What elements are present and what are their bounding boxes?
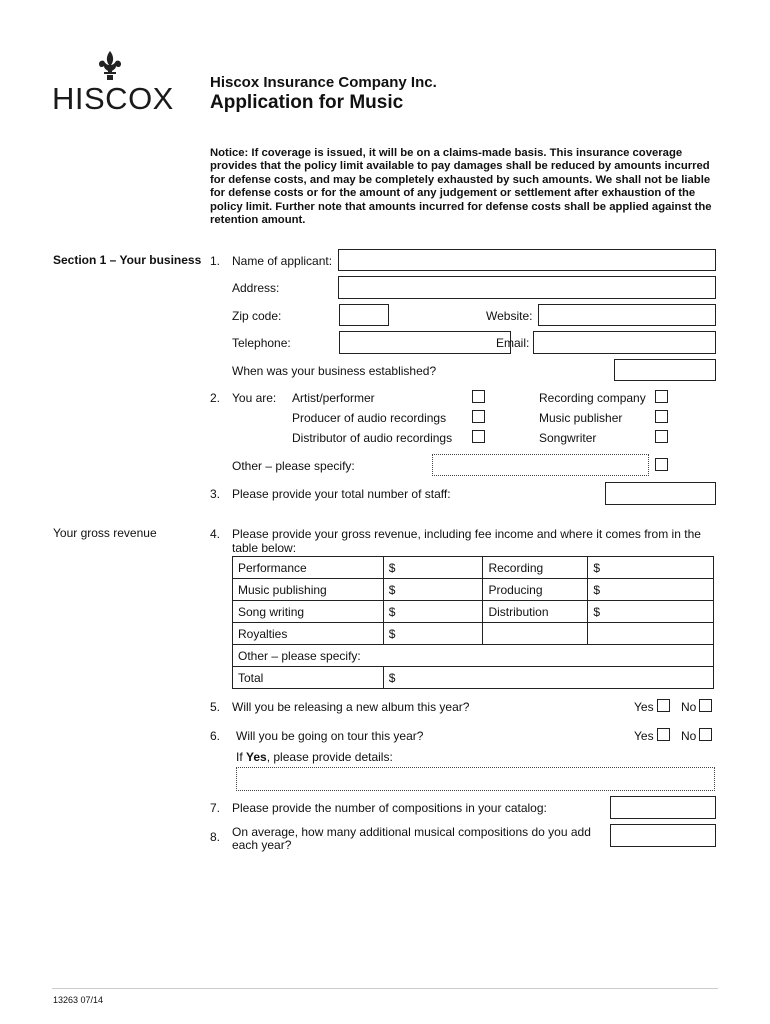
option-producer-label: Producer of audio recordings	[292, 411, 447, 425]
revenue-amount-field[interactable]: $	[588, 557, 714, 579]
tour-question: Will you be going on tour this year?	[236, 729, 424, 743]
revenue-category: Producing	[483, 579, 588, 601]
zip-code-label: Zip code:	[232, 309, 282, 323]
email-label: Email:	[496, 336, 530, 350]
form-code: 13263 07/14	[53, 995, 104, 1005]
new-album-no-label: No	[681, 700, 697, 714]
table-row	[233, 645, 714, 667]
page-title: Application for Music	[210, 92, 404, 113]
staff-field[interactable]	[605, 482, 716, 505]
table-row	[233, 601, 714, 623]
q2-number: 2.	[210, 391, 221, 405]
table-row	[233, 667, 714, 689]
revenue-amount-field[interactable]: $	[383, 623, 483, 645]
established-label: When was your business established?	[232, 364, 437, 378]
table-row	[233, 579, 714, 601]
telephone-field[interactable]	[339, 331, 511, 354]
tour-yes-label: Yes	[634, 729, 654, 743]
other-specify-checkbox[interactable]	[655, 458, 668, 471]
q5-number: 5.	[210, 700, 221, 714]
tour-details-field[interactable]	[236, 767, 715, 791]
gross-revenue-question: Please provide your gross revenue, including fee income and where it comes from in the table below:	[232, 527, 701, 555]
website-field[interactable]	[538, 304, 716, 326]
q7-number: 7.	[210, 801, 221, 815]
revenue-category: Distribution	[483, 601, 588, 623]
q4-number: 4.	[210, 527, 221, 541]
q8-number: 8.	[210, 830, 221, 844]
notice-text: Notice: If coverage is issued, it will be on a claims-made basis. This insurance coverage provides that the policy limit available to pay damages shall be reduced by amounts incurred for defense costs, and may be completely exhausted by such amounts. We shall not be liable for defense costs or for the amount of any judgement or settlement after exhaustion of the policy limit. Further note that amounts incurred for defense costs shall be applied against the retention amount.	[210, 147, 712, 227]
you-are-label: You are:	[232, 391, 277, 405]
tour-no-label: No	[681, 729, 697, 743]
option-artist-checkbox[interactable]	[472, 390, 485, 403]
option-distributor-label: Distributor of audio recordings	[292, 431, 453, 445]
revenue-total-field[interactable]: $	[383, 667, 713, 689]
address-field[interactable]	[338, 276, 716, 299]
revenue-category: Recording	[483, 557, 588, 579]
option-producer-checkbox[interactable]	[472, 410, 485, 423]
gross-revenue-section-label: Your gross revenue	[53, 526, 157, 540]
new-album-question: Will you be releasing a new album this year?	[232, 700, 470, 714]
additional-compositions-field[interactable]	[610, 824, 716, 847]
revenue-empty-cell	[588, 623, 714, 645]
revenue-category: Song writing	[233, 601, 384, 623]
option-artist-label: Artist/performer	[292, 391, 375, 405]
compositions-field[interactable]	[610, 796, 716, 819]
fleur-de-lis-icon	[96, 50, 124, 82]
revenue-empty-cell	[483, 623, 588, 645]
option-music-publisher-label: Music publisher	[539, 411, 623, 425]
applicant-name-label: Name of applicant:	[232, 254, 333, 268]
q3-number: 3.	[210, 487, 221, 501]
email-field[interactable]	[533, 331, 716, 354]
revenue-table	[232, 556, 714, 689]
q1-number: 1.	[210, 254, 221, 268]
option-recording-company-checkbox[interactable]	[655, 390, 668, 403]
website-label: Website:	[486, 309, 533, 323]
established-field[interactable]	[614, 359, 716, 381]
revenue-other-field[interactable]: Other – please specify:	[233, 645, 714, 667]
option-recording-company-label: Recording company	[539, 391, 646, 405]
revenue-amount-field[interactable]: $	[383, 557, 483, 579]
telephone-label: Telephone:	[232, 336, 291, 350]
revenue-category: Royalties	[233, 623, 384, 645]
revenue-amount-field[interactable]: $	[383, 601, 483, 623]
other-specify-label: Other – please specify:	[232, 459, 355, 473]
option-music-publisher-checkbox[interactable]	[655, 410, 668, 423]
table-row	[233, 623, 714, 645]
hiscox-logo: HISCOX	[52, 81, 174, 116]
table-row	[233, 557, 714, 579]
new-album-yes-label: Yes	[634, 700, 654, 714]
additional-compositions-question: On average, how many additional musical compositions do you add each year?	[232, 825, 591, 852]
revenue-amount-field[interactable]: $	[383, 579, 483, 601]
zip-code-field[interactable]	[339, 304, 389, 326]
footer-divider	[52, 988, 718, 989]
option-songwriter-label: Songwriter	[539, 431, 597, 445]
compositions-question: Please provide the number of compositions in your catalog:	[232, 801, 547, 815]
staff-label: Please provide your total number of staff:	[232, 487, 451, 501]
revenue-category: Music publishing	[233, 579, 384, 601]
company-name: Hiscox Insurance Company Inc.	[210, 74, 437, 91]
address-label: Address:	[232, 281, 280, 295]
tour-yes-checkbox[interactable]	[657, 728, 670, 741]
new-album-yes-checkbox[interactable]	[657, 699, 670, 712]
revenue-amount-field[interactable]: $	[588, 601, 714, 623]
option-distributor-checkbox[interactable]	[472, 430, 485, 443]
applicant-name-field[interactable]	[338, 249, 716, 271]
new-album-no-checkbox[interactable]	[699, 699, 712, 712]
revenue-total-label: Total	[233, 667, 384, 689]
tour-details-label: If Yes, please provide details:	[236, 750, 393, 764]
revenue-amount-field[interactable]: $	[588, 579, 714, 601]
section-1-label: Section 1 – Your business	[53, 253, 202, 267]
other-specify-field[interactable]	[432, 454, 649, 476]
option-songwriter-checkbox[interactable]	[655, 430, 668, 443]
revenue-category: Performance	[233, 557, 384, 579]
q6-number: 6.	[210, 729, 221, 743]
tour-no-checkbox[interactable]	[699, 728, 712, 741]
